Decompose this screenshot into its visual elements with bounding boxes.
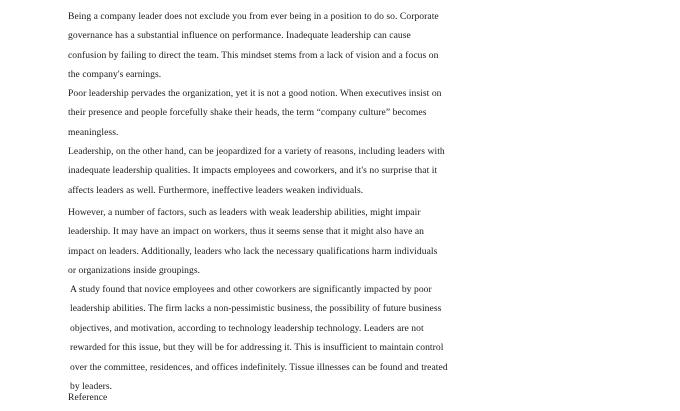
paragraph-line: leadership. It may have an impact on workers, thus it seems sense that it might also have an	[68, 226, 425, 238]
paragraph-line: confusion by failing to direct the team. This mindset stems from a lack of vision and a focus on	[68, 49, 439, 61]
paragraph-line: Poor leadership pervades the organization, yet it is not a good notion. When executives insist on	[68, 88, 442, 99]
paragraph-line: rewarded for this issue, but they will be for addressing it. This is insufficient to maintain control	[70, 342, 444, 354]
paragraph-line: by leaders.	[70, 381, 113, 393]
paragraph-line: governance has a substantial influence on performance. Inadequate leadership can cause	[68, 30, 411, 42]
paragraph-line: A study found that novice employees and other coworkers are significantly impacted by poor	[70, 284, 432, 295]
paragraph-line: inadequate leadership qualities. It impacts employees and coworkers, and it's no surprise that it	[68, 165, 438, 177]
paragraph-line: Being a company leader does not exclude you from ever being in a position to do so. Corporate	[68, 11, 439, 22]
reference-heading	[68, 388, 680, 407]
paragraph-line: However, a number of factors, such as leaders with weak leadership abilities, might impair	[68, 207, 421, 218]
paragraph-line: meaningless.	[68, 126, 119, 138]
paragraph-line: Leadership, on the other hand, can be jeopardized for a variety of reasons, including leaders with	[68, 146, 445, 157]
reference-heading-text: Reference	[68, 392, 108, 403]
paragraph-4	[68, 203, 680, 281]
paragraph-line: affects leaders as well. Furthermore, ineffective leaders weaken individuals.	[68, 184, 364, 196]
paragraph-line: the company's earnings.	[68, 69, 162, 81]
paragraph-line: or organizations inside groupings.	[68, 265, 201, 277]
paragraph-5	[70, 280, 680, 396]
paragraph-line: objectives, and motivation, according to technology leadership technology. Leaders are not	[70, 322, 424, 334]
paragraph-line: over the committee, residences, and offices indefinitely. Tissue illnesses can be found and treated	[70, 361, 448, 373]
paragraph-2	[68, 84, 680, 142]
paragraph-1	[68, 7, 680, 85]
paragraph-3	[68, 142, 680, 200]
paragraph-line: leadership abilities. The firm lacks a non-pessimistic business, the possibility of future business	[70, 303, 442, 315]
paragraph-line: impact on leaders. Additionally, leaders who lack the necessary qualifications harm individuals	[68, 245, 438, 257]
paragraph-line: their presence and people forcefully shake their heads, the term “company culture” becomes	[68, 107, 427, 119]
